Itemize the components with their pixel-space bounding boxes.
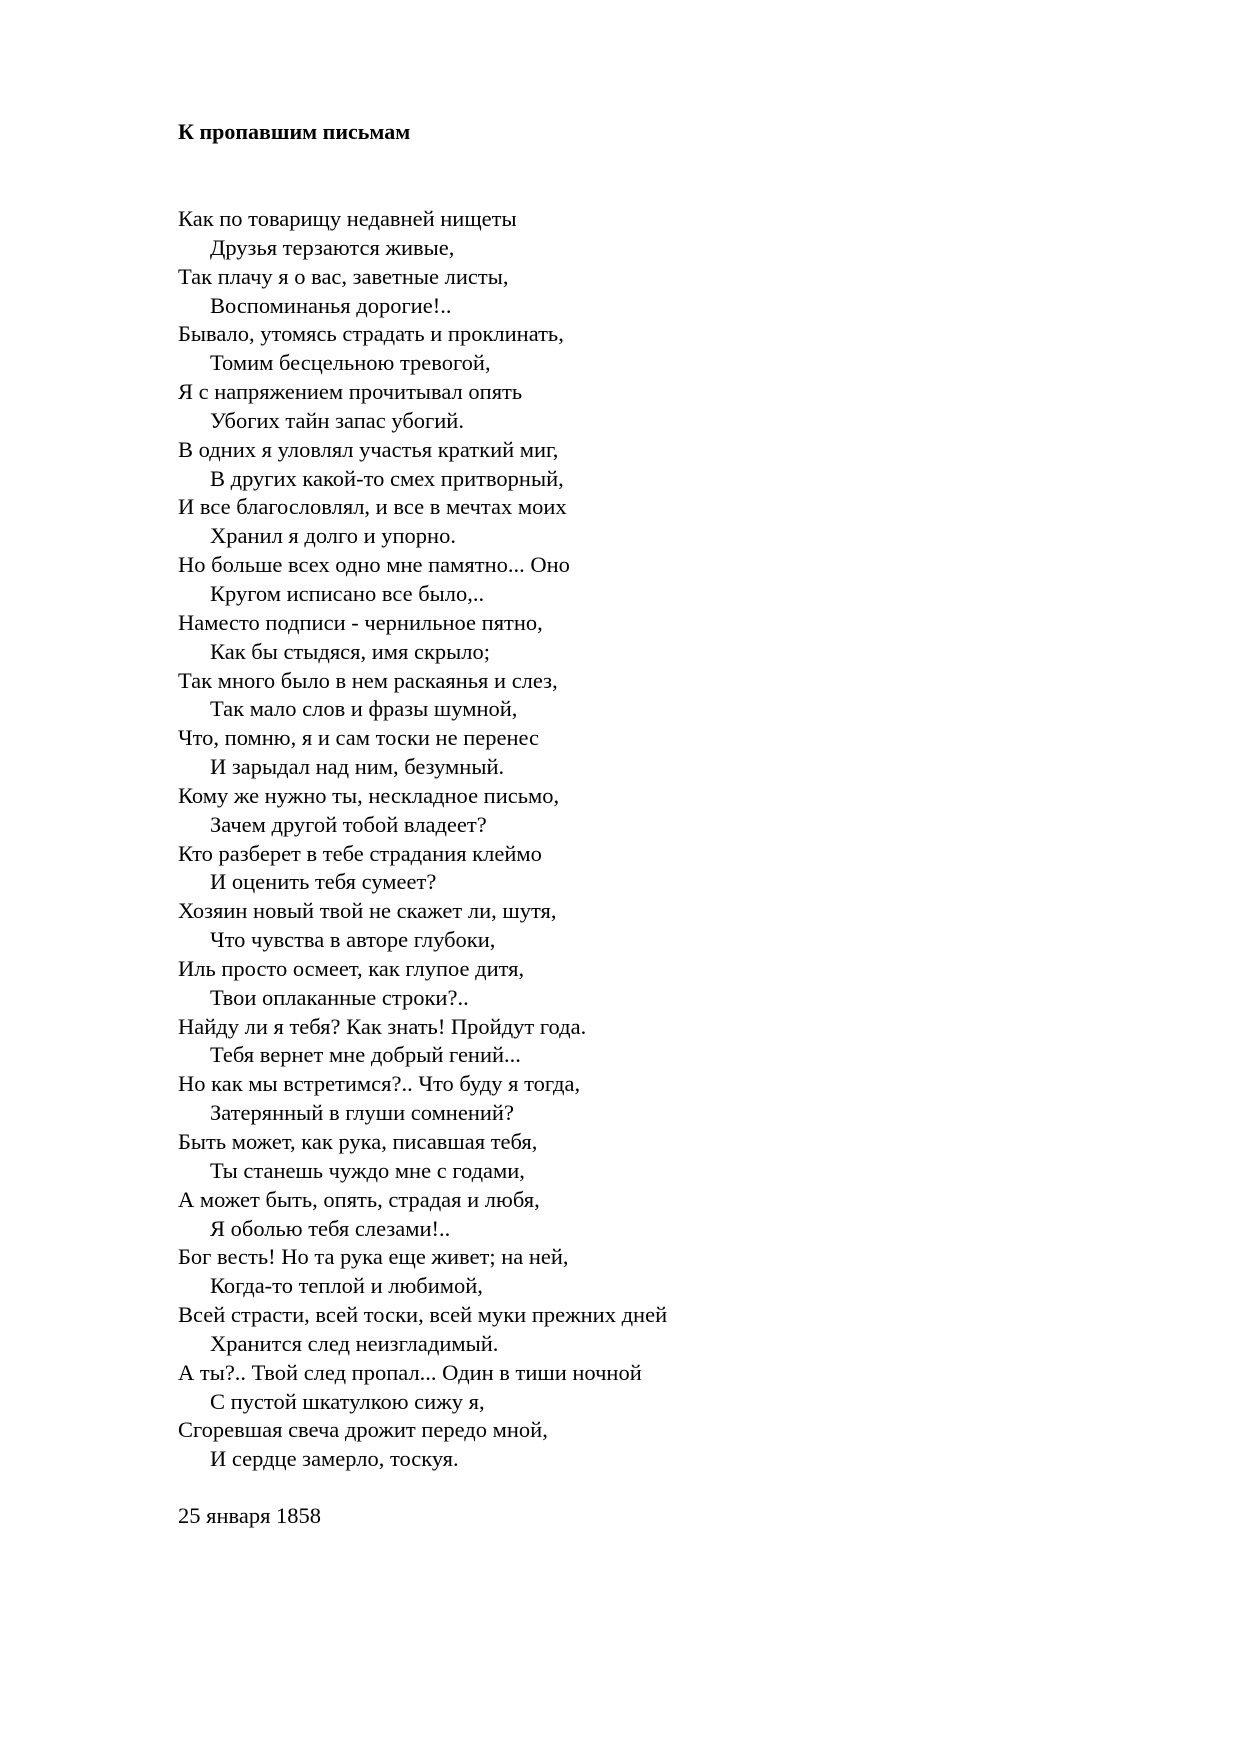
poem-line: Когда-то теплой и любимой, [210, 1273, 483, 1299]
poem-line: Быть может, как рука, писавшая тебя, [178, 1129, 538, 1154]
poem-line: Кому же нужно ты, нескладное письмо, [178, 782, 560, 808]
poem-line: Как бы стыдяся, имя скрыло; [210, 638, 491, 664]
poem-line: Бывало, утомясь страдать и проклинать, [178, 321, 564, 347]
poem-line: Иль просто осмеет, как глупое дитя, [178, 955, 525, 981]
poem-line: Как по товарищу недавней нищеты [178, 206, 517, 231]
poem-line: И оценить тебя сумеет? [210, 869, 437, 895]
poem-line: Но как мы встретимся?.. Что буду я тогда, [178, 1071, 581, 1097]
poem-line: Что, помню, я и сам тоски не перенес [178, 725, 540, 751]
poem-line: Так мало слов и фразы шумной, [210, 696, 518, 722]
poem-line: Зачем другой тобой владеет? [210, 811, 487, 837]
poem-line: Тебя вернет мне добрый гений... [210, 1042, 521, 1068]
poem-line: Кругом исписано все было,.. [210, 580, 485, 606]
poem-line: Воспоминанья дорогие!.. [210, 292, 452, 318]
poem-line: С пустой шкатулкою сижу я, [210, 1388, 485, 1414]
poem-line: Что чувства в авторе глубоки, [210, 927, 496, 953]
poem-line: Кто разберет в тебе страдания клеймо [178, 840, 542, 866]
poem-line: Твои оплаканные строки?.. [210, 984, 469, 1010]
poem-title: К пропавшим письмам [178, 119, 411, 144]
poem-line: Я с напряжением прочитывал опять [178, 379, 523, 405]
poem-line: И зарыдал над ним, безумный. [210, 754, 505, 780]
poem-date: 25 января 1858 [178, 1503, 322, 1528]
poem-line: И все благословлял, и все в мечтах моих [178, 494, 567, 520]
poem-line: Наместо подписи - чернильное пятно, [178, 609, 543, 635]
poem-line: Так много было в нем раскаянья и слез, [178, 667, 558, 693]
poem-line: Найду ли я тебя? Как знать! Пройдут года. [178, 1013, 587, 1039]
poem-line: Так плачу я о вас, заветные листы, [178, 263, 509, 289]
poem-line: Я оболью тебя слезами!.. [210, 1215, 451, 1241]
poem-line: Убогих тайн запас убогий. [210, 407, 464, 433]
poem-line: И сердце замерло, тоскуя. [210, 1446, 459, 1472]
poem-body [178, 205, 667, 1474]
poem-line: Хозяин новый твой не скажет ли, шутя, [178, 898, 557, 924]
poem-line: Всей страсти, всей тоски, всей муки прежних дней [178, 1302, 668, 1328]
poem-line: В других какой-то смех притворный, [210, 465, 564, 491]
poem-line: Ты станешь чуждо мне с годами, [210, 1157, 525, 1183]
poem-line: А может быть, опять, страдая и любя, [178, 1186, 540, 1212]
poem-line: Бог весть! Но та рука еще живет; на ней, [178, 1244, 569, 1270]
poem-line: Хранится след неизгладимый. [210, 1330, 499, 1356]
poem-line: Но больше всех одно мне памятно... Оно [178, 552, 570, 578]
poem-line: Сгоревшая свеча дрожит передо мной, [178, 1417, 548, 1443]
poem-line: Томим бесцельною тревогой, [210, 350, 491, 376]
poem-line: Друзья терзаются живые, [210, 234, 455, 260]
poem-line: Хранил я долго и упорно. [210, 523, 456, 549]
poem-line: В одних я уловлял участья краткий миг, [178, 436, 559, 462]
poem-line: А ты?.. Твой след пропал... Один в тиши ночной [178, 1359, 642, 1385]
poem-line: Затерянный в глуши сомнений? [210, 1100, 514, 1126]
